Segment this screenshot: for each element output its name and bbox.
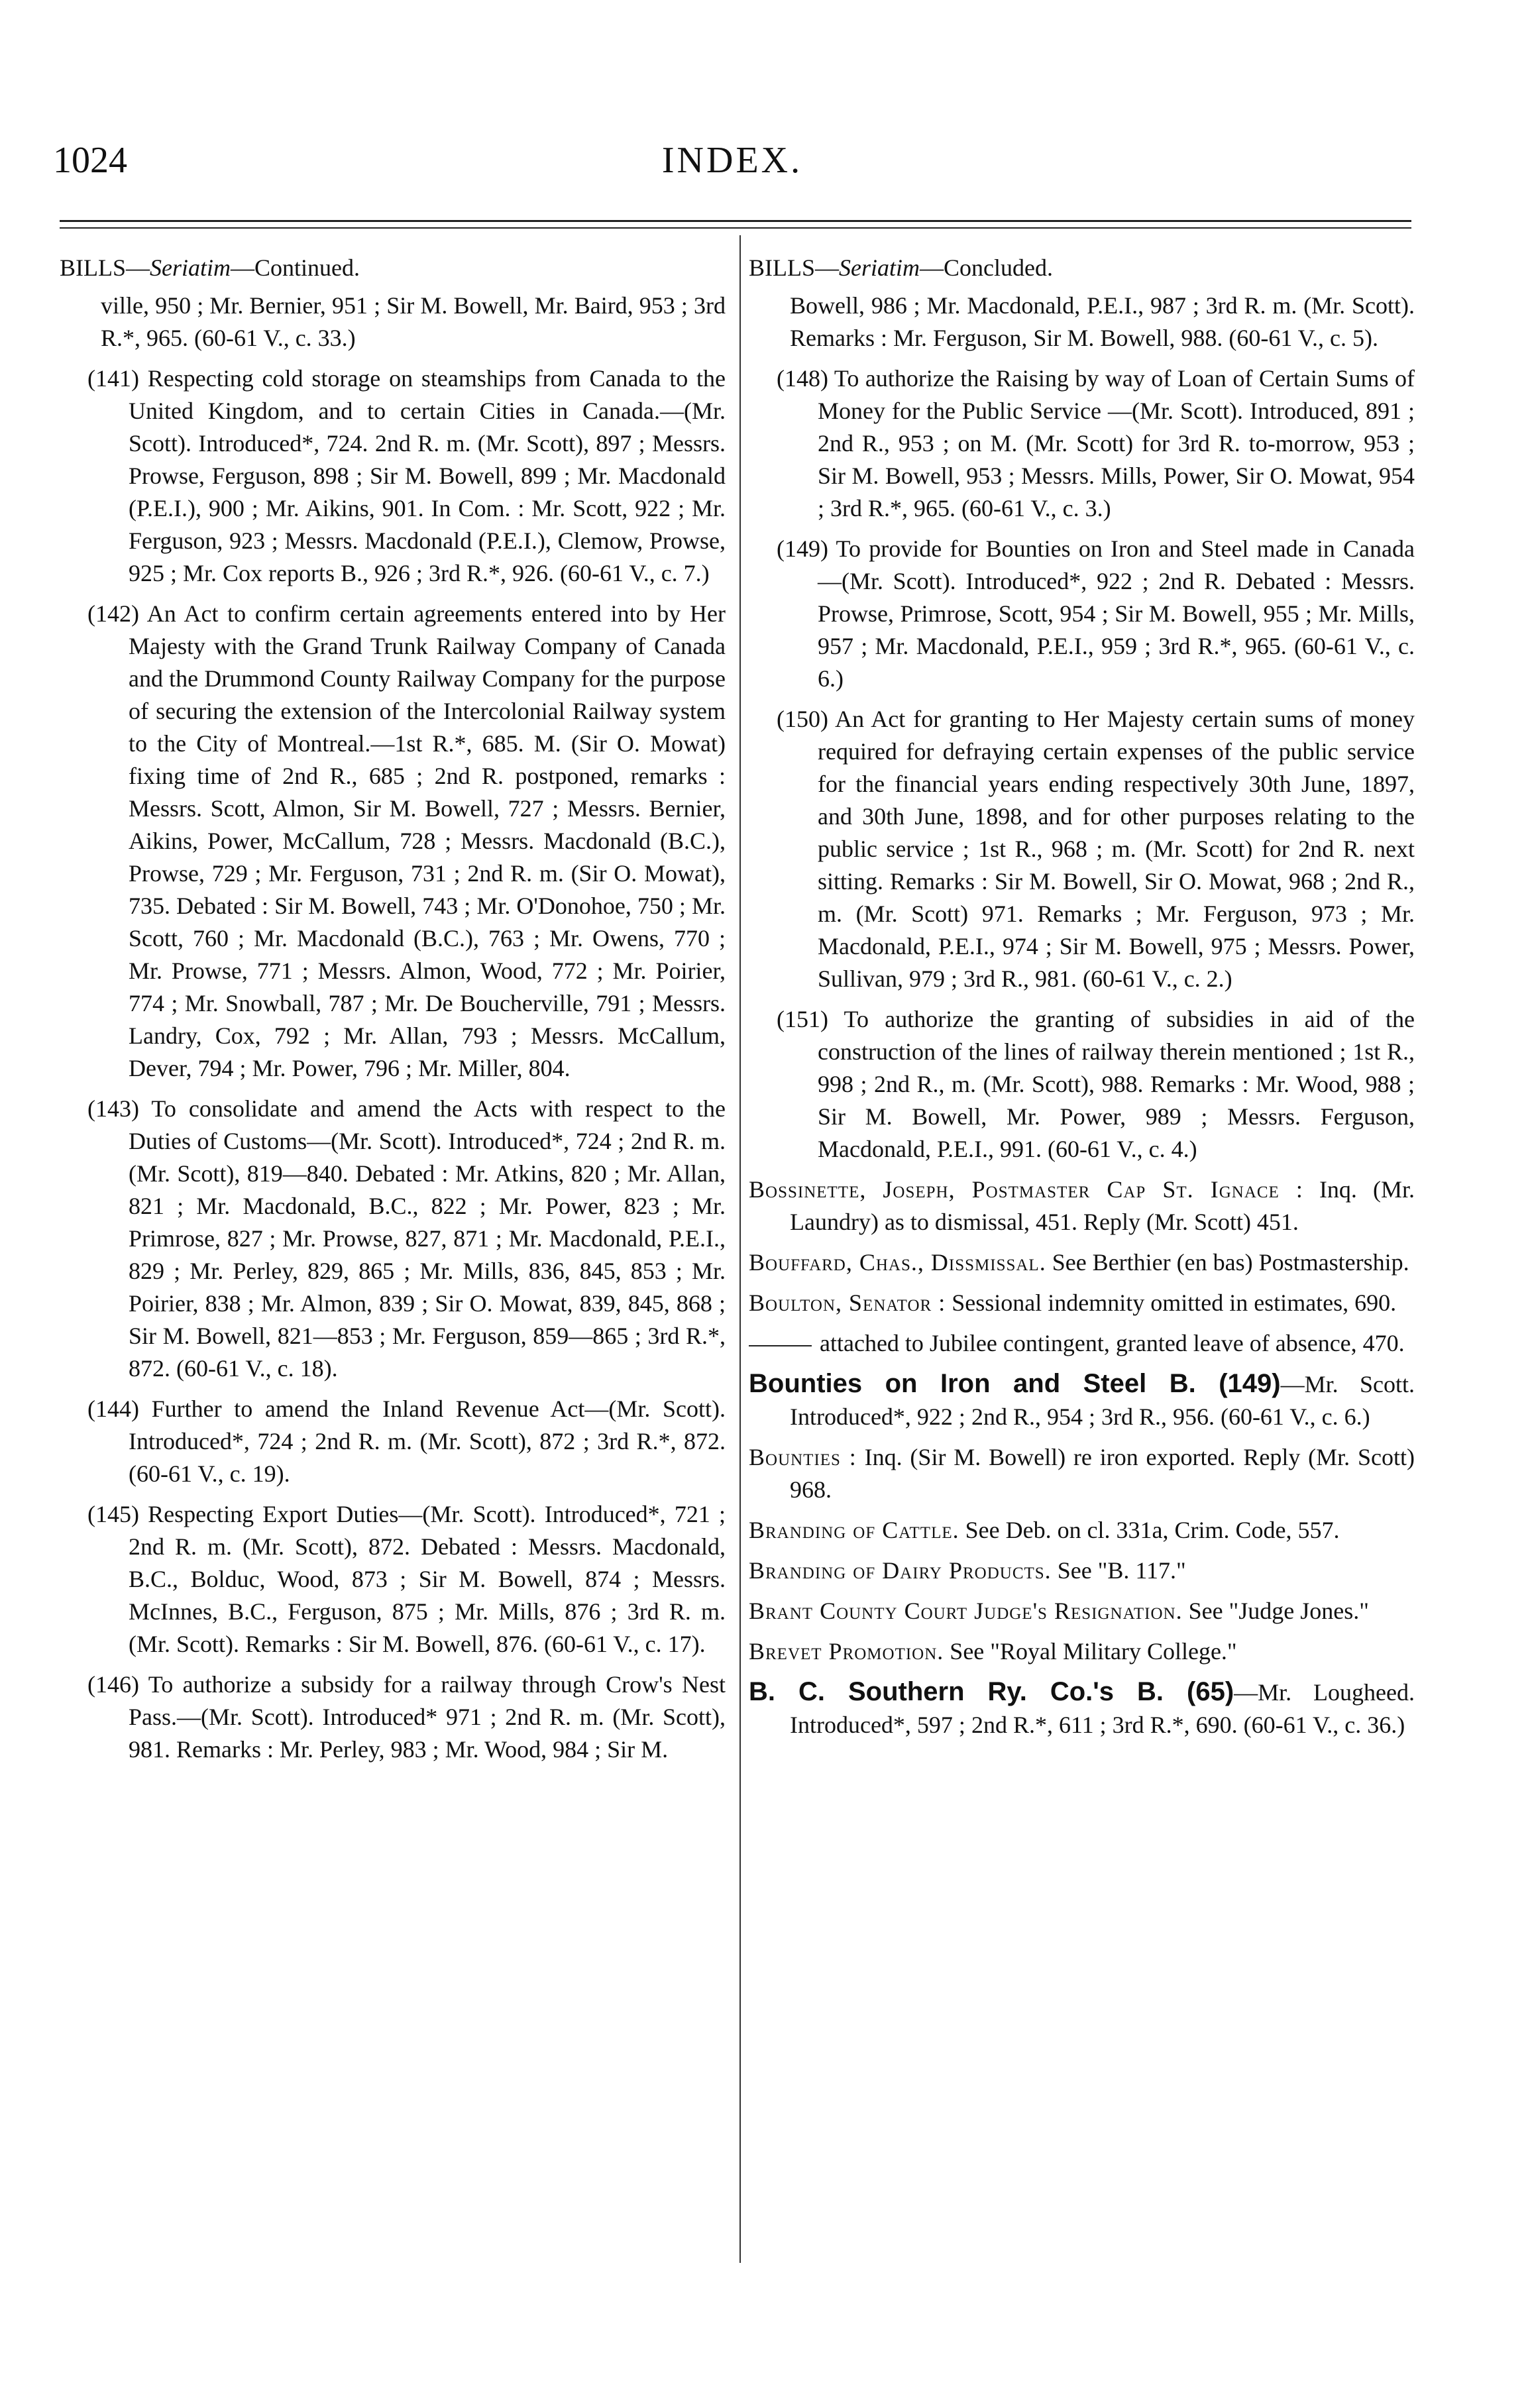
entry-head: Branding of Cattle. — [749, 1517, 959, 1543]
index-entry — [749, 1595, 1415, 1627]
index-entry: ville, 950 ; Mr. Bernier, 951 ; Sir M. Bowell, Mr. Baird, 953 ; 3rd R.*, 965. (60-61 V., c. 33.) — [101, 292, 726, 351]
header-rule-top — [60, 220, 1411, 222]
index-entry — [749, 1514, 1415, 1547]
bill-entry-145: (145) Respecting Export Duties—(Mr. Scott). Introduced*, 721 ; 2nd R. m. (Mr. Scott), 872. Debated : Messrs. Macdonald, B.C., Bolduc, Wood, 873 ; Sir M. Bowell, 874 ; Messrs. McInnes, B.C., Ferguson, 875 ; Mr. Mills, 876 ; 3rd R. m. (Mr. Scott). Remarks : Sir M. Bowell, 876. (60-61 V., c. 17). — [87, 1501, 726, 1657]
entry-head: Brant County Court Judge's Resignation. — [749, 1598, 1183, 1624]
page-header — [53, 126, 1411, 192]
entry-text: —Mr. Scott. Introduced*, 922 ; 2nd R., 954 ; 3rd R., 956. (60-61 V., c. 6.) — [790, 1371, 1415, 1430]
column-divider — [739, 235, 741, 2263]
entry-text: See Deb. on cl. 331a, Crim. Code, 557. — [959, 1517, 1340, 1543]
index-entry — [749, 1676, 1415, 1741]
section-heading — [749, 252, 1415, 284]
entry-text: See "Royal Military College." — [944, 1638, 1237, 1665]
header-rule-bottom — [60, 227, 1411, 229]
entry-text: attached to Jubilee contingent, granted leave of absence, 470. — [820, 1330, 1405, 1356]
entry-head: Boulton, Senator : — [749, 1289, 946, 1316]
entry-text: —Mr. Lougheed. Introduced*, 597 ; 2nd R.*, 611 ; 3rd R.*, 690. (60-61 V., c. 36.) — [790, 1679, 1415, 1738]
entry-head: B. C. Southern Ry. Co.'s B. (65) — [749, 1677, 1234, 1706]
bill-entry-146: (146) To authorize a subsidy for a railway through Crow's Nest Pass.—(Mr. Scott). Introduced* 971 ; 2nd R. m. (Mr. Scott), 981. Remarks : Mr. Perley, 983 ; Mr. Wood, 984 ; Sir M. — [87, 1671, 726, 1763]
entry-head: Brevet Promotion. — [749, 1638, 944, 1665]
entry-head: Bounties on Iron and Steel B. (149) — [749, 1369, 1281, 1398]
right-column — [749, 252, 1415, 1749]
index-entry — [749, 1441, 1415, 1506]
index-entry — [749, 1174, 1415, 1238]
entry-text: Inq. (Sir M. Bowell) re iron exported. Reply (Mr. Scott) 968. — [790, 1444, 1415, 1503]
left-column — [60, 252, 726, 1774]
bill-entry-148: (148) To authorize the Raising by way of Loan of Certain Sums of Money for the Public Service —(Mr. Scott). Introduced, 891 ; 2nd R., 953 ; on M. (Mr. Scott) for 3rd R. to-morrow, 953 ; Sir M. Bowell, 953 ; Messrs. Mills, Power, Sir O. Mowat, 954 ; 3rd R.*, 965. (60-61 V., c. 3.) — [777, 365, 1415, 521]
bill-entry-144: (144) Further to amend the Inland Revenue Act—(Mr. Scott). Introduced*, 724 ; 2nd R. m. (Mr. Scott), 872 ; 3rd R.*, 872. (60-61 V., c. 19). — [87, 1396, 726, 1487]
entry-head: Bouffard, Chas., Dissmissal. — [749, 1249, 1046, 1276]
bill-entry-149: (149) To provide for Bounties on Iron and Steel made in Canada—(Mr. Scott). Introduced*, 922 ; 2nd R. Debated : Messrs. Prowse, Primrose, Scott, 954 ; Sir M. Bowell, 955 ; Mr. Mills, 957 ; Mr. Macdonald, P.E.I., 959 ; 3rd R.*, 965. (60-61 V., c. 6.) — [777, 535, 1415, 692]
bill-entry-150: (150) An Act for granting to Her Majesty certain sums of money required for defraying certain expenses of the public service for the financial years ending respectively 30th June, 1897, and 30th June, 1898, and for other purposes relating to the public service ; 1st R., 968 ; m. (Mr. Scott) for 2nd R. next sitting. Remarks : Sir M. Bowell, Sir O. Mowat, 968 ; 2nd R., m. (Mr. Scott) 971. Remarks ; Mr. Ferguson, 973 ; Mr. Macdonald, P.E.I., 974 ; Sir M. Bowell, 975 ; Messrs. Power, Sullivan, 979 ; 3rd R., 981. (60-61 V., c. 2.) — [777, 706, 1415, 992]
index-entry — [749, 1327, 1415, 1360]
heading-prefix: BILLS— — [60, 254, 150, 281]
page-title: INDEX. — [661, 140, 803, 181]
heading-suffix: —Concluded. — [920, 254, 1053, 281]
index-entry — [749, 1246, 1415, 1279]
bill-entry-141: (141) Respecting cold storage on steamships from Canada to the United Kingdom, and to certain Cities in Canada.—(Mr. Scott). Introduced*, 724. 2nd R. m. (Mr. Scott), 897 ; Messrs. Prowse, Ferguson, 898 ; Sir M. Bowell, 899 ; Mr. Macdonald (P.E.I.), 900 ; Mr. Aikins, 901. In Com. : Mr. Scott, 922 ; Mr. Ferguson, 923 ; Messrs. Macdonald (P.E.I.), Clemow, Prowse, 925 ; Mr. Cox reports B., 926 ; 3rd R.*, 926. (60-61 V., c. 7.) — [87, 365, 726, 586]
entry-head: Bossinette, Joseph, Postmaster Cap St. Ignace : — [749, 1176, 1303, 1203]
index-entry — [749, 1635, 1415, 1668]
heading-emphasis: Seriatim — [150, 254, 231, 281]
index-entry: Bowell, 986 ; Mr. Macdonald, P.E.I., 987 ; 3rd R. m. (Mr. Scott). Remarks : Mr. Ferguson, Sir M. Bowell, 988. (60-61 V., c. 5). — [790, 292, 1415, 351]
bill-entry-142: (142) An Act to confirm certain agreements entered into by Her Majesty with the Grand Trunk Railway Company of Canada and the Drummond County Railway Company for the purpose of securing the extension of the Intercolonial Railway system to the City of Montreal.—1st R.*, 685. M. (Sir O. Mowat) fixing time of 2nd R., 685 ; 2nd R. postponed, remarks : Messrs. Scott, Almon, Sir M. Bowell, 727 ; Messrs. Bernier, Aikins, Power, McCallum, 728 ; Messrs. Macdonald (B.C.), Prowse, 729 ; Mr. Ferguson, 731 ; 2nd R. m. (Sir O. Mowat), 735. Debated : Sir M. Bowell, 743 ; Mr. O'Donohoe, 750 ; Mr. Scott, 760 ; Mr. Macdonald (B.C.), 763 ; Mr. Owens, 770 ; Mr. Prowse, 771 ; Messrs. Almon, Wood, 772 ; Mr. Poirier, 774 ; Mr. Snowball, 787 ; Mr. De Boucherville, 791 ; Messrs. Landry, Cox, 792 ; Mr. Allan, 793 ; Messrs. McCallum, Dever, 794 ; Mr. Power, 796 ; Mr. Miller, 804. — [87, 600, 726, 1081]
bill-entry-151: (151) To authorize the granting of subsidies in aid of the construction of the lines of railway therein mentioned ; 1st R., 998 ; 2nd R., m. (Mr. Scott), 988. Remarks : Mr. Wood, 988 ; Sir M. Bowell, Mr. Power, 989 ; Messrs. Ferguson, Macdonald, P.E.I., 991. (60-61 V., c. 4.) — [777, 1006, 1415, 1162]
entry-text: Sessional indemnity omitted in estimates, 690. — [946, 1289, 1397, 1316]
heading-emphasis: Seriatim — [839, 254, 920, 281]
bill-entry-143: (143) To consolidate and amend the Acts with respect to the Duties of Customs—(Mr. Scott). Introduced*, 724 ; 2nd R. m. (Mr. Scott), 819—840. Debated : Mr. Atkins, 820 ; Mr. Allan, 821 ; Mr. Macdonald, B.C., 822 ; Mr. Power, 823 ; Mr. Primrose, 827 ; Mr. Prowse, 827, 871 ; Mr. Macdonald, P.E.I., 829 ; Mr. Perley, 829, 865 ; Mr. Mills, 836, 845, 853 ; Mr. Poirier, 838 ; Mr. Almon, 839 ; Sir O. Mowat, 839, 845, 868 ; Sir M. Bowell, 821—853 ; Mr. Ferguson, 859—865 ; 3rd R.*, 872. (60-61 V., c. 18). — [87, 1095, 726, 1382]
heading-prefix: BILLS— — [749, 254, 840, 281]
index-entry — [749, 1555, 1415, 1587]
entry-text: See "Judge Jones." — [1182, 1598, 1369, 1624]
ditto-dash — [749, 1345, 812, 1346]
page-number: 1024 — [53, 140, 127, 181]
index-entry — [749, 1368, 1415, 1433]
entry-text: Inq. (Mr. Laundry) as to dismissal, 451. Reply (Mr. Scott) 451. — [790, 1176, 1415, 1235]
index-entry — [749, 1287, 1415, 1319]
entry-head: Branding of Dairy Products. — [749, 1557, 1052, 1584]
entry-head: Bounties : — [749, 1444, 857, 1470]
entry-text: See "B. 117." — [1051, 1557, 1186, 1584]
section-heading — [60, 252, 726, 284]
heading-suffix: —Continued. — [231, 254, 360, 281]
entry-text: See Berthier (en bas) Postmastership. — [1046, 1249, 1409, 1276]
